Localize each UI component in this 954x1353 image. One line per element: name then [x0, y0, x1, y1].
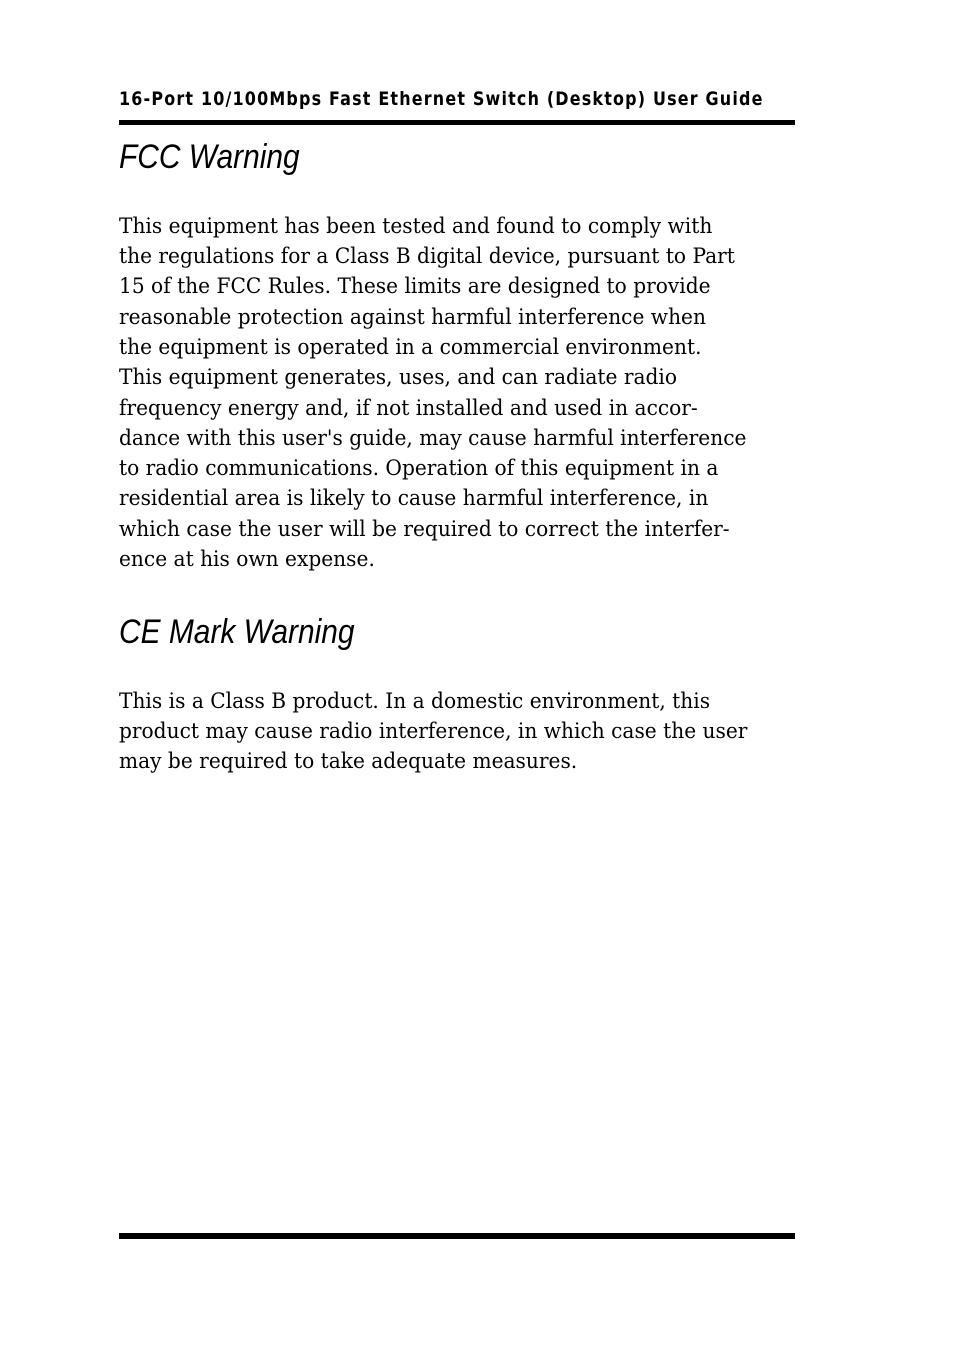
body-line: residential area is likely to cause harmful interference, in	[119, 486, 709, 510]
body-line: This is a Class B product. In a domestic environment, this	[119, 689, 711, 713]
body-line: ence at his own expense.	[119, 547, 375, 571]
body-line: 15 of the FCC Rules. These limits are designed to provide	[119, 274, 711, 298]
body-line: frequency energy and, if not installed and used in accor-	[119, 396, 698, 420]
body-line: the equipment is operated in a commercial environment.	[119, 335, 702, 359]
body-line: This equipment generates, uses, and can radiate radio	[119, 365, 678, 389]
body-line: to radio communications. Operation of this equipment in a	[119, 456, 719, 480]
body-line: product may cause radio interference, in which case the user	[119, 719, 748, 743]
body-line: the regulations for a Class B digital device, pursuant to Part	[119, 244, 735, 268]
ce-mark-warning-heading: CE Mark Warning	[119, 613, 355, 651]
header-rule	[119, 120, 795, 125]
fcc-warning-heading: FCC Warning	[119, 138, 300, 176]
body-line: may be required to take adequate measures.	[119, 749, 578, 773]
body-line: This equipment has been tested and found to comply with	[119, 214, 713, 238]
footer-rule	[119, 1233, 795, 1239]
body-line: which case the user will be required to correct the interfer-	[119, 517, 730, 541]
body-line: dance with this user's guide, may cause harmful interference	[119, 426, 747, 450]
body-line: reasonable protection against harmful interference when	[119, 305, 706, 329]
running-header: 16-Port 10/100Mbps Fast Ethernet Switch (Desktop) User Guide	[119, 88, 764, 110]
